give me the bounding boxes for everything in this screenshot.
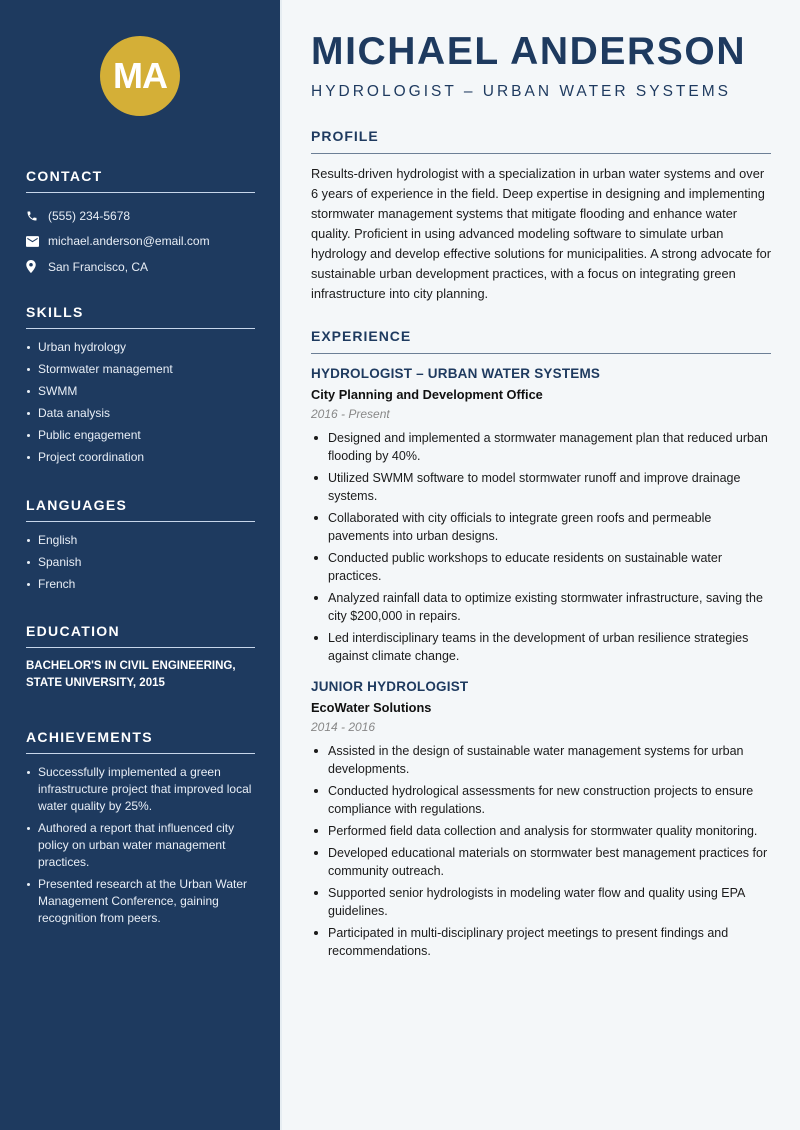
avatar: MA [100,36,180,116]
achievement-item: Successfully implemented a green infrastructure project that improved local water quality by 25%. [26,764,255,815]
contact-location [26,254,255,280]
contact-heading: CONTACT [26,168,255,193]
skill-item: Urban hydrology [26,339,255,356]
languages-list [26,532,255,593]
job-bullets [311,429,771,665]
skill-item: Public engagement [26,427,255,444]
profile-heading: PROFILE [311,128,771,154]
job-bullet: Conducted public workshops to educate residents on sustainable water practices. [311,549,771,585]
candidate-name: MICHAEL ANDERSON [311,30,747,73]
job-dates: 2016 - Present [311,407,390,421]
languages-heading: LANGUAGES [26,497,255,522]
job-bullet: Designed and implemented a stormwater management plan that reduced urban flooding by 40%. [311,429,771,465]
languages-section [26,497,255,598]
skills-heading: SKILLS [26,304,255,329]
job-bullet: Utilized SWMM software to model stormwater runoff and improve drainage systems. [311,469,771,505]
skill-item: Project coordination [26,449,255,466]
job-company: EcoWater Solutions [311,700,432,715]
phone-text[interactable]: (555) 234-5678 [48,208,131,223]
job-bullet: Led interdisciplinary teams in the development of urban resilience strategies against climate change. [311,629,771,665]
column-divider [280,0,282,1130]
job-bullet: Performed field data collection and analysis for stormwater quality monitoring. [311,822,771,840]
achievements-heading: ACHIEVEMENTS [26,729,255,754]
achievements-list [26,764,255,927]
skills-section [26,304,255,471]
email-text[interactable]: michael.anderson@email.com [48,234,210,249]
achievement-item: Authored a report that influenced city policy on urban water management practices. [26,820,255,871]
achievements-section [26,729,255,932]
job-entry [311,679,771,960]
contact-email [26,229,255,255]
phone-icon [26,210,48,222]
sidebar [0,0,280,1130]
job-bullet: Participated in multi-disciplinary project meetings to present findings and recommendations. [311,924,771,960]
email-icon [26,236,48,247]
job-company: City Planning and Development Office [311,387,543,402]
profile-summary: Results-driven hydrologist with a specialization in urban water systems and over 6 years of experience in the field. Deep expertise in designing and implementing stormwater management systems that mitigate flooding and enhance water quality. Proficient in using advanced modeling software to simulate urban hydrology and develop effective solutions for municipalities. A strong advocate for sustainable urban development practices, with a focus on integrating green infrastructure into city planning. [311,166,772,301]
profile-section [311,128,771,304]
skill-item: SWMM [26,383,255,400]
job-title: HYDROLOGIST – URBAN WATER SYSTEMS [311,366,601,381]
skill-item: Stormwater management [26,361,255,378]
location-text: San Francisco, CA [48,259,149,274]
education-heading: EDUCATION [26,623,255,648]
job-bullet: Collaborated with city officials to integrate green roofs and permeable pavements into urban designs. [311,509,771,545]
job-bullet: Supported senior hydrologists in modeling water flow and quality using EPA guidelines. [311,884,771,920]
job-bullet: Analyzed rainfall data to optimize existing stormwater infrastructure, saving the city $200,000 in repairs. [311,589,771,625]
candidate-role: HYDROLOGIST – URBAN WATER SYSTEMS [311,83,731,100]
language-item: English [26,532,255,549]
job-bullet: Developed educational materials on stormwater best management practices for community outreach. [311,844,771,880]
job-bullet: Conducted hydrological assessments for new construction projects to ensure compliance with regulations. [311,782,771,818]
skills-list [26,339,255,466]
job-entry [311,366,771,665]
language-item: Spanish [26,554,255,571]
education-degree: BACHELOR'S IN CIVIL ENGINEERING, [26,660,236,672]
skill-item: Data analysis [26,405,255,422]
job-bullets [311,742,771,960]
job-dates: 2014 - 2016 [311,720,376,734]
job-title: JUNIOR HYDROLOGIST [311,679,469,694]
experience-heading: EXPERIENCE [311,328,771,354]
contact-phone [26,203,255,229]
location-pin-icon [26,260,48,273]
education-school: STATE UNIVERSITY, 2015 [26,677,165,689]
experience-section [311,328,771,964]
education-section [26,623,255,692]
contact-section [26,168,255,280]
language-item: French [26,576,255,593]
job-bullet: Assisted in the design of sustainable water management systems for urban developments. [311,742,771,778]
achievement-item: Presented research at the Urban Water Management Conference, gaining recognition from peers. [26,876,255,927]
